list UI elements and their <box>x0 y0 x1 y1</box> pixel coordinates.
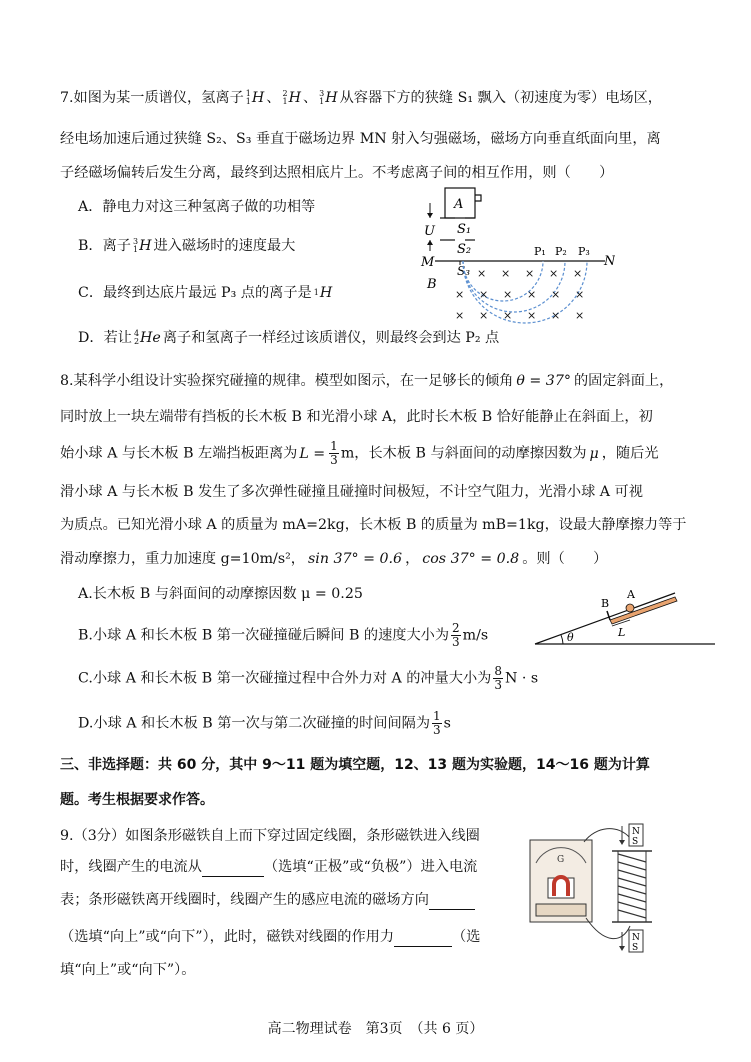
svg-text:×: × <box>479 288 489 301</box>
label-p2: P₂ <box>555 245 567 258</box>
top-magnet-n: N <box>632 827 640 837</box>
nuclide-h3: 3 1 H <box>319 89 338 106</box>
q9-line3: 表；条形磁铁离开线圈时，线圈产生的感应电流的磁场方向 <box>60 890 475 910</box>
svg-text:×: × <box>527 288 537 301</box>
q7-option-d: D．若让 4 2 He 离子和氢离子一样经过该质谱仪，则最终会到达 P₂ 点 <box>78 329 500 346</box>
q8-line5: 为质点。已知光滑小球 A 的质量为 mA=2kg，长木板 B 的质量为 mB=1kg，设最大静摩擦力等于 <box>60 517 687 533</box>
svg-text:×: × <box>501 267 511 280</box>
q7-option-c: C．最终到达底片最远 P₃ 点的离子是 1 H <box>78 285 333 301</box>
svg-text:×: × <box>479 309 489 322</box>
label-p3: P₃ <box>578 245 590 258</box>
q8-line1: 8.某科学小组设计实验探究碰撞的规律。模型如图示，在一足够长的倾角 θ = 37° 的固定斜面上， <box>60 373 674 389</box>
svg-text:×: × <box>477 267 487 280</box>
q9-line2: 时，线圈产生的电流从 （选填“正极”或“负极”）进入电流 <box>60 859 478 875</box>
q8-option-b: B.小球 A 和长木板 B 第一次碰撞碰后瞬间 B 的速度大小为 $\frac{2}{3}$ m/s <box>78 621 489 649</box>
mass-spectrometer-figure <box>415 185 615 325</box>
q9-line1: 9.（3分）如图条形磁铁自上而下穿过固定线圈，条形磁铁进入线圈 <box>60 828 480 844</box>
svg-text:×: × <box>551 288 561 301</box>
nuclide-h1: 1 1 H <box>245 89 265 106</box>
svg-text:×: × <box>551 309 561 322</box>
svg-text:×: × <box>575 288 585 301</box>
label-theta: θ <box>567 631 574 644</box>
label-a: A <box>627 588 635 601</box>
q9-blank-2[interactable] <box>429 895 475 910</box>
nuclide-h2: 2 1 H <box>282 89 301 106</box>
label-s1: S₁ <box>457 222 472 237</box>
coil-magnet-figure <box>526 818 671 963</box>
long-board-b <box>610 597 677 624</box>
q7-option-a: A．静电力对这三种氢离子做的功相等 <box>78 199 316 215</box>
q8-option-c: C.小球 A 和长木板 B 第一次碰撞过程中合外力对 A 的冲量大小为 $\frac{8}{3}$ N · s <box>78 664 539 692</box>
label-b: B <box>427 277 437 292</box>
q8-option-a: A.长木板 B 与斜面间的动摩擦因数 μ = 0.25 <box>78 586 363 602</box>
q7-line2: 经电场加速后通过狭缝 S₂、S₃ 垂直于磁场边界 MN 射入匀强磁场，磁场方向垂直纸面向里，离 <box>60 131 661 147</box>
svg-text:×: × <box>525 267 535 280</box>
q9-line5: 填“向上”或“向下”）。 <box>60 962 196 978</box>
q8-option-d: D.小球 A 和长木板 B 第一次与第二次碰撞的时间间隔为 $\frac{1}{3}$ s <box>78 709 451 737</box>
label-m: M <box>421 255 435 270</box>
q8-line6: 滑动摩擦力，重力加速度 g=10m/s²， sin 37° = 0.6 ， cos 37° = 0.8 。则（ ） <box>60 551 608 567</box>
q8-line3: 始小球 A 与长木板 B 左端挡板距离为 L = $\frac{1}{3}$ m，长木板 B 与斜面间的动摩擦因数为 μ ，随后光 <box>60 439 659 467</box>
q8-line2: 同时放上一块左端带有挡板的长木板 B 和光滑小球 A，此时长木板 B 恰好能静止在斜面上，初 <box>60 409 653 425</box>
label-l: L <box>618 626 626 639</box>
coil <box>618 854 646 918</box>
label-u: U <box>424 224 435 239</box>
label-s3: S₃ <box>457 264 471 278</box>
svg-text:×: × <box>573 267 583 280</box>
svg-text:×: × <box>575 309 585 322</box>
incline-figure <box>530 580 720 650</box>
section3-line2: 题。考生根据要求作答。 <box>60 792 214 808</box>
page-footer: 高二物理试卷 第3页 （共 6 页） <box>267 1021 484 1037</box>
board-stop <box>607 611 610 620</box>
svg-text:×: × <box>527 309 537 322</box>
label-g: G <box>557 855 565 865</box>
ball-a <box>626 604 634 612</box>
q9-blank-1[interactable] <box>202 862 264 877</box>
label-b: B <box>601 597 610 610</box>
q9-line4: （选填“向上”或“向下”），此时，磁铁对线圈的作用力 （选 <box>60 929 481 945</box>
label-a: A <box>454 197 464 212</box>
svg-text:×: × <box>455 309 465 322</box>
q9-blank-3[interactable] <box>394 932 452 947</box>
svg-text:×: × <box>455 288 465 301</box>
svg-text:×: × <box>503 309 513 322</box>
magnetic-field-crosses <box>455 267 584 322</box>
top-magnet-s: S <box>632 837 639 847</box>
q7-line1: 7.如图为某一质谱仪，氢离子 1 1 H 、 2 1 H 、 3 1 H 从容器下方的狭缝 S₁ 飘入（初速度为零）电场区， <box>60 89 662 106</box>
q8-line4: 滑小球 A 与长木板 B 发生了多次弹性碰撞且碰撞时间极短，不计空气阻力，光滑小球 A 可视 <box>60 484 643 500</box>
svg-text:×: × <box>503 288 513 301</box>
bottom-magnet-s: S <box>632 943 639 953</box>
label-n: N <box>604 254 615 269</box>
bottom-magnet-n: N <box>632 933 640 943</box>
q7-line3: 子经磁场偏转后发生分离，最终到达照相底片上。不考虑离子间的相互作用，则（ ） <box>60 165 614 181</box>
q7-option-b: B．离子 3 1 H 进入磁场时的速度最大 <box>78 237 296 254</box>
label-s2: S₂ <box>457 242 472 257</box>
svg-text:×: × <box>549 267 559 280</box>
section3-line1: 三、非选择题：共 60 分，其中 9～11 题为填空题，12、13 题为实验题，14～16 题为计算 <box>60 757 650 773</box>
label-p1: P₁ <box>534 245 546 258</box>
